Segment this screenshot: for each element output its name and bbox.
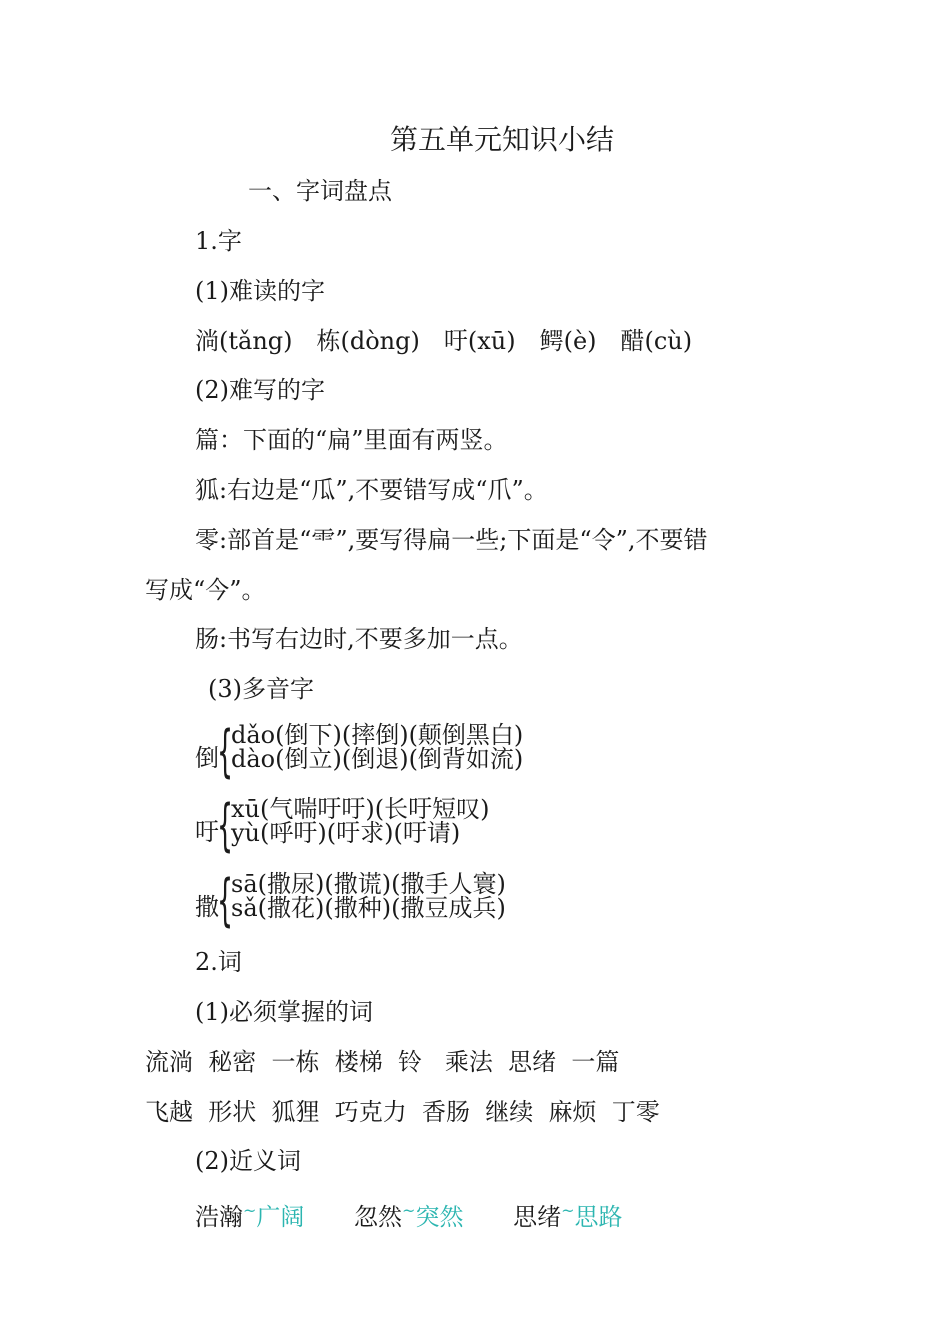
polyphone-reading: sā(撒尿)(撒谎)(撒手人寰): [231, 870, 506, 898]
tilde-separator: ~: [402, 1201, 416, 1220]
brace-icon: {: [217, 719, 234, 784]
page-title: 第五单元知识小结: [390, 123, 615, 156]
nanxie-item: 篇：下面的“扁”里面有两竖。: [195, 426, 508, 454]
jinyi-row: [195, 1196, 623, 1232]
jinyi-word: 忽然: [354, 1203, 403, 1231]
tilde-separator: ~: [243, 1201, 257, 1220]
polyphone-char: 撒: [195, 893, 219, 921]
polyphone-reading: yù(呼吁)(吁求)(吁请): [231, 819, 461, 847]
bixu-words-line: 流淌 秘密 一栋 楼梯 铃 乘法 思绪 一篇: [145, 1048, 620, 1076]
nanxie-item: 零:部首是“⻗”,要写得扁一些;下面是“令”,不要错: [195, 526, 708, 554]
tilde-separator: ~: [561, 1201, 575, 1220]
polyphone-reading: xū(气喘吁吁)(长吁短叹): [231, 795, 490, 823]
brace-icon: {: [217, 793, 234, 858]
polyphone-group: [195, 868, 595, 933]
polyphone-char: 吁: [195, 818, 219, 846]
jinyi-word: 浩瀚: [195, 1203, 243, 1231]
subheading-zi: 1.字: [195, 227, 242, 255]
subheading-jinyi: (2)近义词: [195, 1147, 301, 1175]
nanxie-item: 肠:书写右边时,不要多加一点。: [195, 625, 523, 653]
nanxie-item-continued: 写成“今”。: [145, 576, 266, 604]
nandu-items: 淌(tǎng) 栋(dòng) 吁(xū) 鳄(è) 醋(cù): [195, 327, 693, 355]
subheading-bixu: (1)必须掌握的词: [195, 998, 373, 1026]
polyphone-group: [195, 793, 595, 858]
polyphone-reading: dǎo(倒下)(摔倒)(颠倒黑白): [231, 721, 524, 749]
polyphone-reading: dào(倒立)(倒退)(倒背如流): [231, 745, 524, 773]
subheading-nandu: (1)难读的字: [195, 277, 325, 305]
brace-icon: {: [217, 868, 234, 933]
jinyi-synonym: 思路: [574, 1203, 623, 1231]
jinyi-word: 思绪: [513, 1203, 562, 1231]
jinyi-synonym: 广阔: [256, 1203, 305, 1231]
jinyi-synonym: 突然: [415, 1203, 464, 1231]
polyphone-group: [195, 719, 595, 784]
section-heading: 一、字词盘点: [248, 177, 392, 205]
polyphone-char: 倒: [195, 744, 219, 772]
bixu-words-line: 飞越 形状 狐狸 巧克力 香肠 继续 麻烦 丁零: [145, 1098, 660, 1126]
subheading-duoyin: (3)多音字: [208, 675, 314, 703]
nanxie-item: 狐:右边是“瓜”,不要错写成“爪”。: [195, 476, 548, 504]
subheading-ci: 2.词: [195, 948, 242, 976]
polyphone-reading: sǎ(撒花)(撒种)(撒豆成兵): [231, 894, 506, 922]
subheading-nanxie: (2)难写的字: [195, 376, 325, 404]
